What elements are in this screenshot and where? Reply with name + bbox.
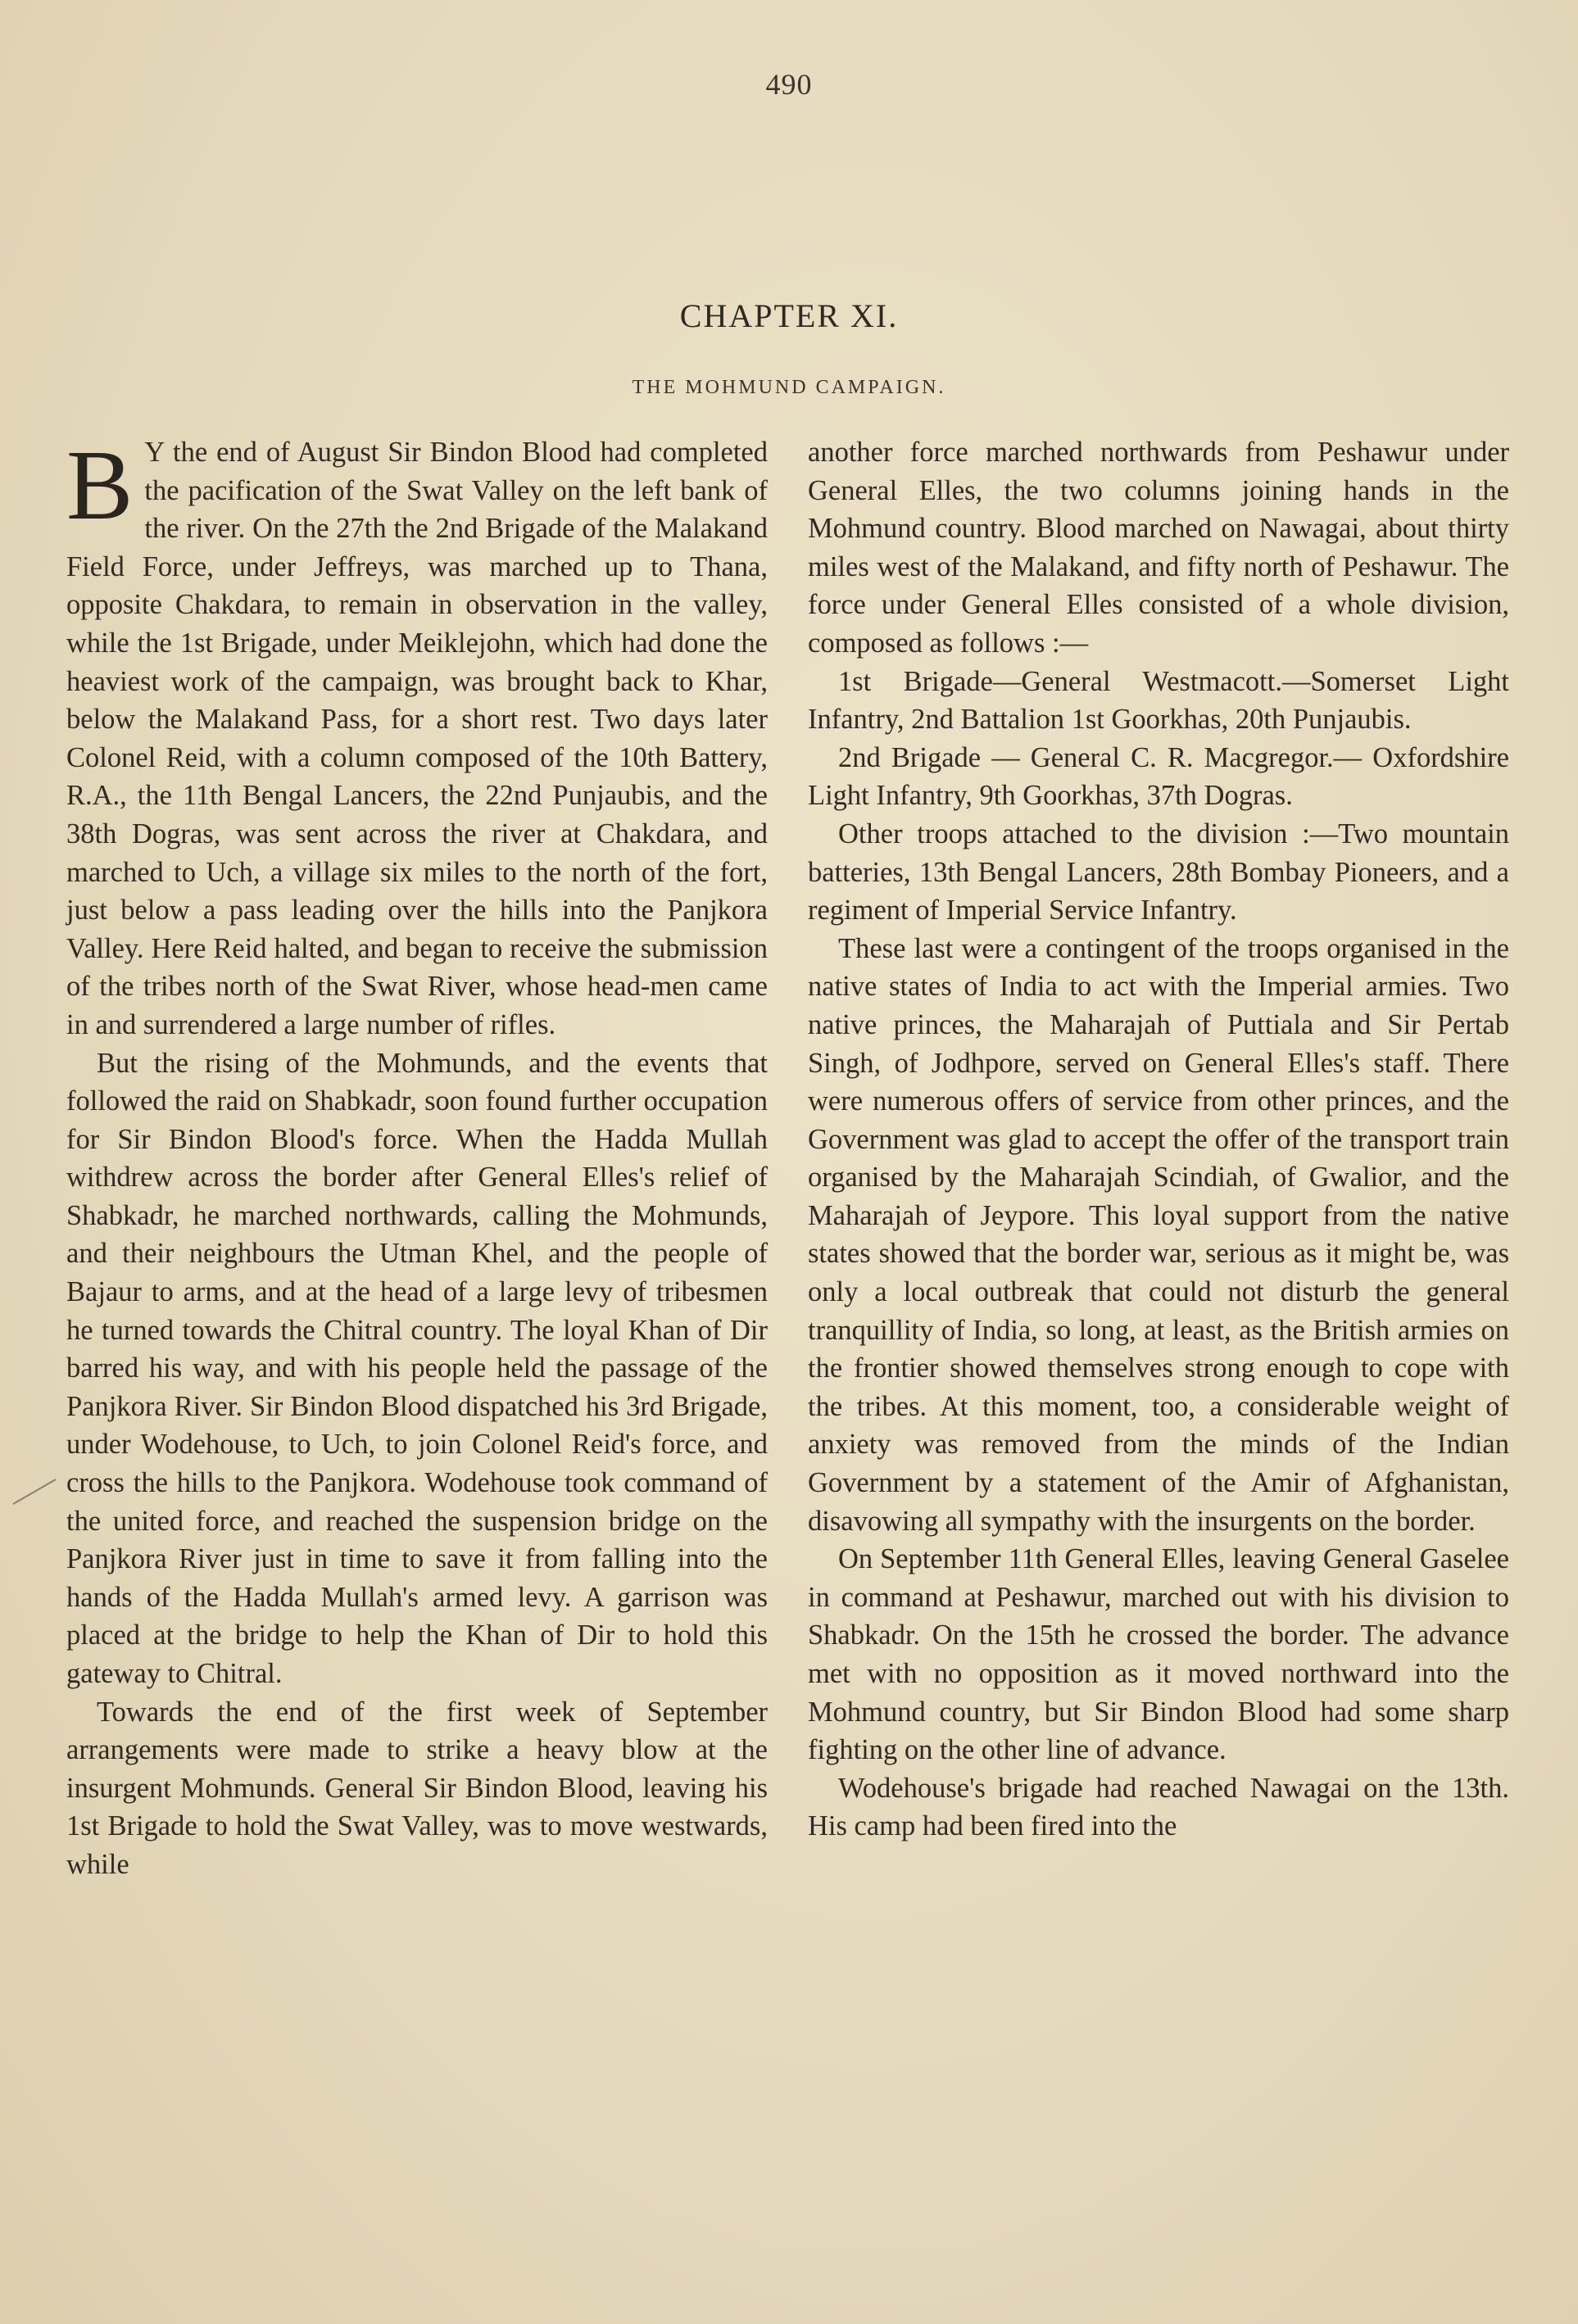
paragraph: 1st Brigade—General Westmacott.—Somerset Light Infantry, 2nd Battalion 1st Goorkhas, 20th Punjaubis.: [808, 665, 1509, 736]
paragraph: another force marched northwards from Peshawur under General Elles, the two columns joining hands in the Mohmund country. Blood marched on Nawagai, about thirty miles west of the Malakand, and fifty north of Peshawur. The force under General Elles consisted of a whole division, composed as follows :—: [808, 437, 1509, 659]
paragraph-text: Y the end of August Sir Bindon Blood had completed the pacification of the Swat Valley on the left bank of the river. On the 27th the 2nd Brigade of the Malakand Field Force, under Jeffreys, was marched up to Thana, opposite Chakdara, to remain in observation in the valley, while the 1st Brigade, under Meiklejohn, which had done the heaviest work of the campaign, was brought back to Khar, below the Malakand Pass, for a short rest. Two days later Colonel Reid, with a column composed of the 10th Battery, R.A., the 11th Bengal Lancers, the 22nd Punjaubis, and the 38th Dogras, was sent across the river at Chakdara, and marched to Uch, a village six miles to the north of the fort, just below a pass leading over the hills into the Panjkora Valley. Here Reid halted, and began to receive the submission of the tribes north of the Swat River, whose head-men came in and surrendered a large number of rifles.: [66, 437, 768, 1040]
paragraph: These last were a contingent of the troops organised in the native states of India to act with the Imperial armies. Two native princes, the Maharajah of Puttiala and Sir Pertab Singh, of Jodhpore, served on General Elles's staff. There were numerous offers of service from other princes, and the Government was glad to accept the offer of the transport train organised by the Maharajah Scindiah, of Gwalior, and the Maharajah of Jeypore. This loyal support from the native states showed that the border war, serious as it might be, was only a local outbreak that could not disturb the general tranquillity of India, so long, at least, as the British armies on the frontier showed themselves strong enough to cope with the tribes. At this moment, too, a considerable weight of anxiety was removed from the minds of the Indian Government by a statement of the Amir of Afghanistan, disavowing all sympathy with the insurgents on the border.: [808, 932, 1509, 1537]
left-column: [66, 430, 768, 1884]
chapter-title: CHAPTER XI.: [679, 297, 899, 334]
paragraph: [66, 430, 768, 1044]
page-number: 490: [765, 68, 813, 101]
right-column: [808, 433, 1509, 1846]
paragraph: 2nd Brigade — General C. R. Macgregor.— Oxfordshire Light Infantry, 9th Goorkhas, 37th Dogras.: [808, 741, 1509, 812]
paragraph: On September 11th General Elles, leaving General Gaselee in command at Peshawur, marched out with his division to Shabkadr. On the 15th he crossed the border. The advance met with no opposition as it moved northward into the Mohmund country, but Sir Bindon Blood had some sharp fighting on the other line of advance.: [808, 1543, 1509, 1766]
drop-cap: B: [66, 430, 134, 541]
paragraph: Towards the end of the first week of September arrangements were made to strike a heavy blow at the insurgent Mohmunds. General Sir Bindon Blood, leaving his 1st Brigade to hold the Swat Valley, was to move westwards, while: [66, 1696, 768, 1880]
paragraph: But the rising of the Mohmunds, and the events that followed the raid on Shabkadr, soon found further occupation for Sir Bindon Blood's force. When the Hadda Mullah withdrew across the border after General Elles's relief of Shabkadr, he marched northwards, calling the Mohmunds, and their neighbours the Utman Khel, and the people of Bajaur to arms, and at the head of a large levy of tribesmen he turned towards the Chitral country. The loyal Khan of Dir barred his way, and with his people held the passage of the Panjkora River. Sir Bindon Blood dispatched his 3rd Brigade, under Wodehouse, to Uch, to join Colonel Reid's force, and cross the hills to the Panjkora. Wodehouse took command of the united force, and reached the suspension bridge on the Panjkora River just in time to save it from falling into the hands of the Hadda Mullah's armed levy. A garrison was placed at the bridge to help the Khan of Dir to hold this gateway to Chitral.: [66, 1047, 768, 1689]
chapter-subtitle: THE MOHMUND CAMPAIGN.: [632, 377, 946, 398]
paragraph: Other troops attached to the division :—Two mountain batteries, 13th Bengal Lancers, 28th Bombay Pioneers, and a regiment of Imperial Service Infantry.: [808, 818, 1509, 926]
margin-pencil-mark: [10, 1475, 59, 1507]
paragraph: Wodehouse's brigade had reached Nawagai on the 13th. His camp had been fired into the: [808, 1772, 1509, 1842]
